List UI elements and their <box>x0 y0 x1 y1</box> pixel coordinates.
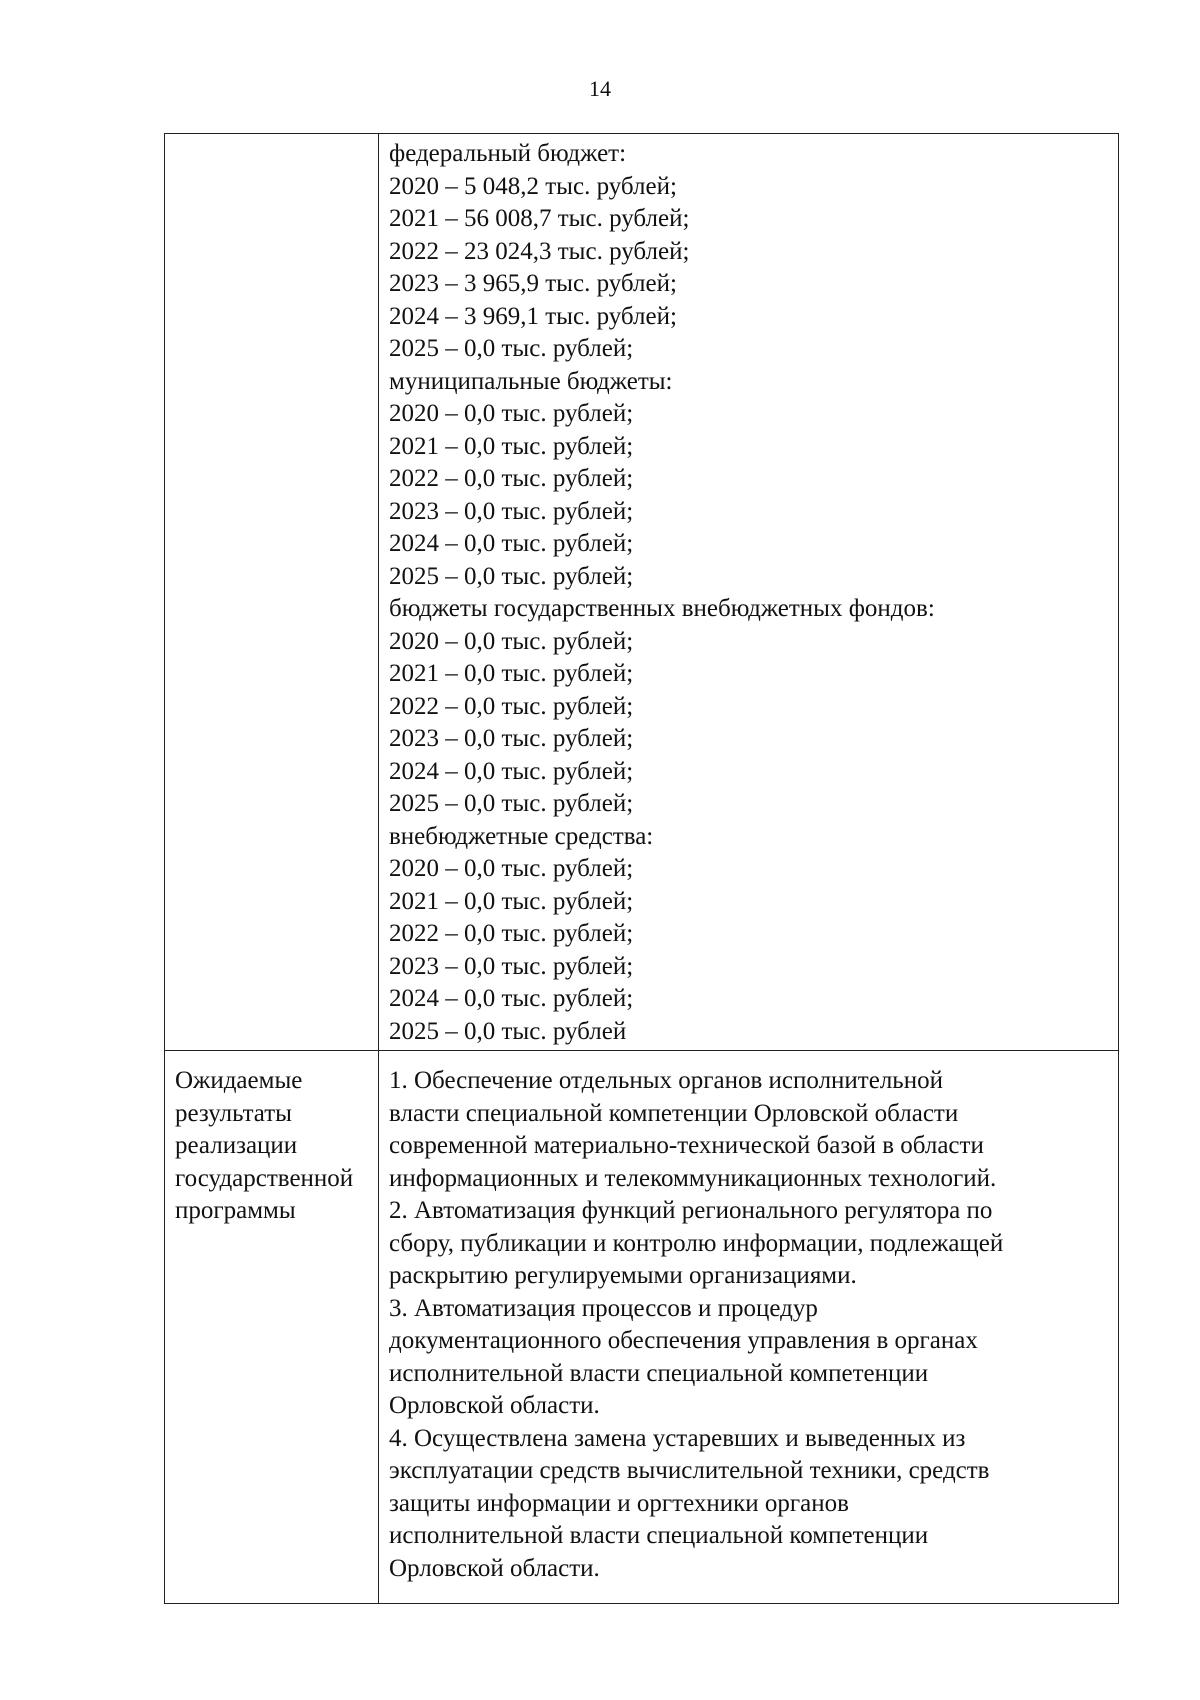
results-text-line: 4. Осуществлена замена устаревших и выведенных из <box>389 1424 966 1452</box>
funding-item: 2024 – 0,0 тыс. рублей; <box>389 757 634 785</box>
results-text-line: защиты информации и оргтехники органов <box>389 1489 849 1517</box>
funding-item: 2024 – 3 969,1 тыс. рублей; <box>389 302 677 330</box>
results-text-line: исполнительной власти специальной компетенции <box>389 1359 929 1387</box>
funding-item: 2023 – 0,0 тыс. рублей; <box>389 497 634 525</box>
funding-item: 2025 – 0,0 тыс. рублей; <box>389 790 634 817</box>
results-cell <box>379 1051 1119 1604</box>
funding-cell <box>379 134 1119 1051</box>
funding-item: 2021 – 0,0 тыс. рублей; <box>389 432 634 460</box>
results-label-line: программы <box>175 1197 296 1224</box>
results-text-line: современной материально-технической базой в области <box>389 1132 984 1159</box>
results-text-line: сбору, публикации и контролю информации, подлежащей <box>389 1229 1004 1257</box>
funding-item: 2022 – 0,0 тыс. рублей; <box>389 920 634 947</box>
funding-section-heading: бюджеты государственных внебюджетных фондов: <box>389 595 935 622</box>
funding-section-heading: внебюджетные средства: <box>389 822 654 850</box>
results-label-line: реализации <box>175 1132 298 1159</box>
funding-item: 2021 – 0,0 тыс. рублей; <box>389 660 634 687</box>
funding-item: 2024 – 0,0 тыс. рублей; <box>389 985 634 1012</box>
results-text-line: документационного обеспечения управления в органах <box>389 1327 978 1354</box>
results-text-line: 2. Автоматизация функций регионального регулятора по <box>389 1197 993 1224</box>
results-label-line: Ожидаемые <box>175 1067 303 1094</box>
funding-item: 2022 – 0,0 тыс. рублей; <box>389 692 634 720</box>
results-label-cell <box>165 1051 379 1604</box>
results-text-line: Орловской области. <box>389 1554 600 1582</box>
page-number: 14 <box>589 76 611 101</box>
results-text-line: исполнительной власти специальной компетенции <box>389 1522 929 1549</box>
funding-section-heading: федеральный бюджет: <box>389 140 627 167</box>
results-label-line: государственной <box>175 1164 354 1192</box>
results-label-line: результаты <box>175 1099 292 1127</box>
funding-item: 2025 – 0,0 тыс. рублей; <box>389 562 634 590</box>
funding-item: 2020 – 0,0 тыс. рублей; <box>389 855 634 882</box>
passport-table <box>164 133 1119 1604</box>
results-text-line: информационных и телекоммуникационных технологий. <box>389 1164 997 1192</box>
results-text-line: 3. Автоматизация процессов и процедур <box>389 1294 818 1322</box>
funding-item: 2023 – 0,0 тыс. рублей; <box>389 725 634 752</box>
results-text-line: власти специальной компетенции Орловской области <box>389 1099 959 1127</box>
funding-item: 2021 – 56 008,7 тыс. рублей; <box>389 205 690 232</box>
funding-item: 2023 – 0,0 тыс. рублей; <box>389 952 634 980</box>
funding-item: 2021 – 0,0 тыс. рублей; <box>389 887 634 915</box>
funding-item: 2020 – 5 048,2 тыс. рублей; <box>389 172 677 200</box>
funding-item: 2024 – 0,0 тыс. рублей; <box>389 530 634 557</box>
funding-label-cell <box>165 134 379 1051</box>
funding-section-heading: муниципальные бюджеты: <box>389 367 673 395</box>
funding-item: 2020 – 0,0 тыс. рублей; <box>389 400 634 427</box>
funding-item: 2025 – 0,0 тыс. рублей; <box>389 335 634 362</box>
results-text-line: эксплуатации средств вычислительной техники, средств <box>389 1457 990 1484</box>
funding-item: 2023 – 3 965,9 тыс. рублей; <box>389 270 677 297</box>
results-text-line: Орловской области. <box>389 1392 600 1419</box>
results-text-line: раскрытию регулируемыми организациями. <box>389 1262 857 1289</box>
funding-row <box>165 134 1119 1051</box>
results-text-line: 1. Обеспечение отдельных органов исполнительной <box>389 1067 943 1094</box>
funding-item: 2020 – 0,0 тыс. рублей; <box>389 627 634 655</box>
results-row <box>165 1051 1119 1604</box>
funding-item: 2025 – 0,0 тыс. рублей <box>389 1017 627 1045</box>
funding-item: 2022 – 0,0 тыс. рублей; <box>389 465 634 492</box>
funding-item: 2022 – 23 024,3 тыс. рублей; <box>389 237 690 265</box>
